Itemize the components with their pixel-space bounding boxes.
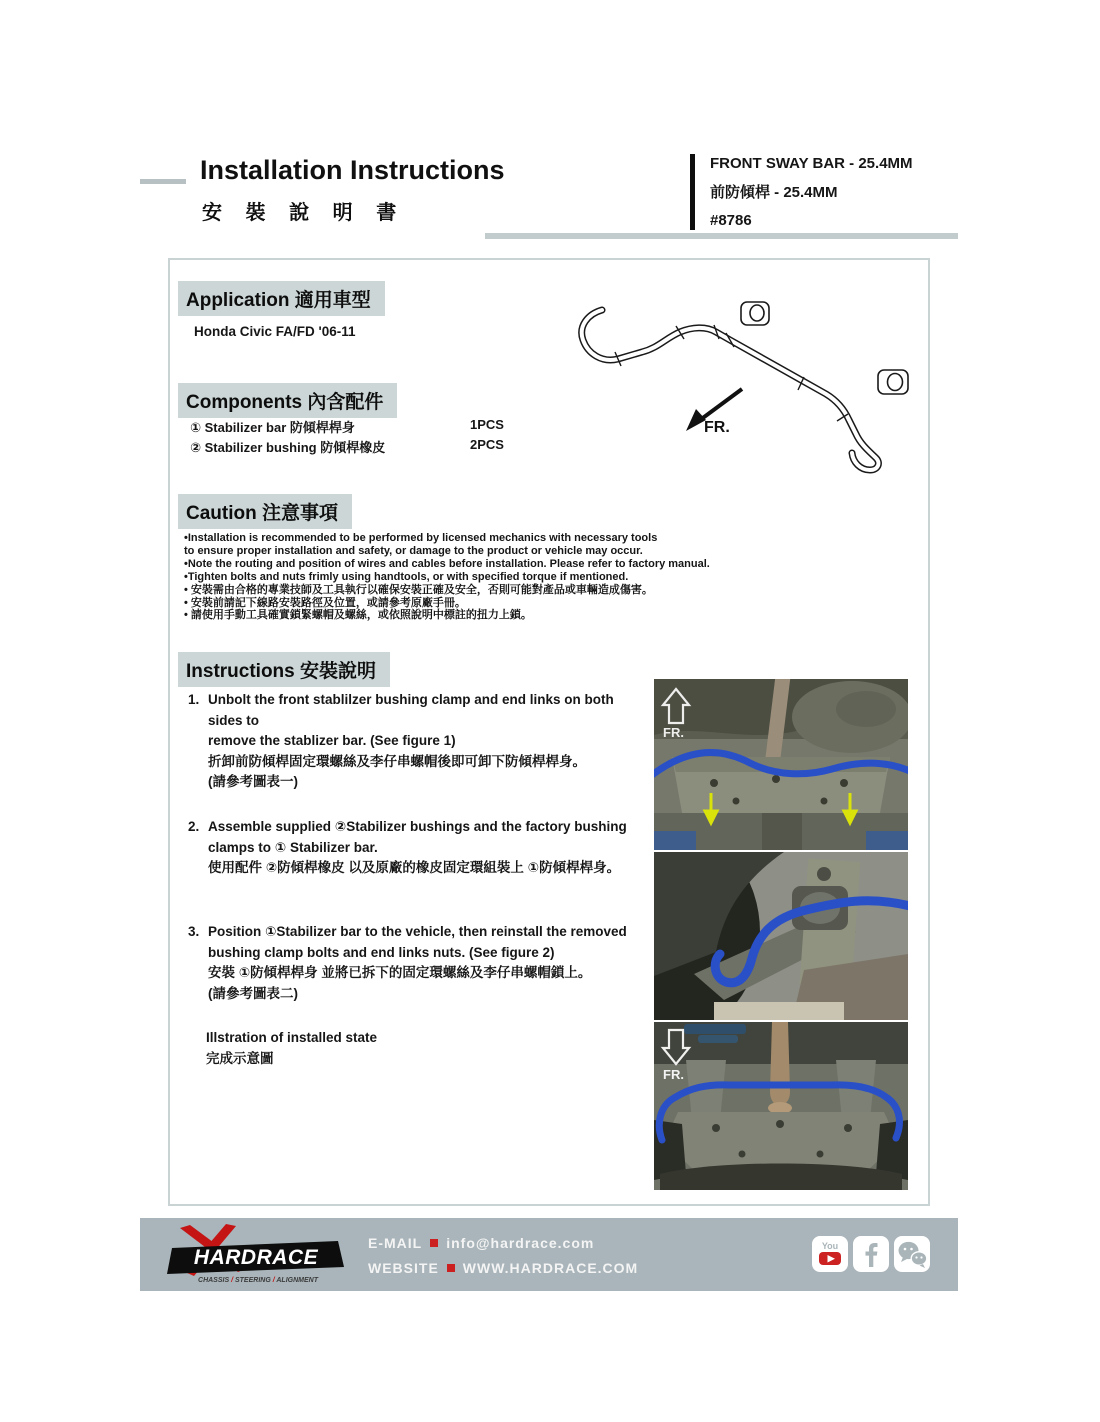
red-square-icon <box>430 1239 438 1247</box>
step-number: 1. <box>188 692 200 707</box>
component-qty: 1PCS <box>470 417 504 432</box>
component-number: ② <box>190 440 202 455</box>
section-heading-components: Components 內含配件 <box>178 383 397 418</box>
figure-2-photo <box>654 852 908 1020</box>
step-text-zh: 使用配件 ②防傾桿橡皮 以及原廠的橡皮固定環組裝上 ①防傾桿桿身。 <box>208 860 621 875</box>
tagline-alignment: ALIGNMENT <box>276 1277 318 1284</box>
fr-direction-arrow <box>686 389 742 436</box>
fr-label: FR. <box>663 725 684 740</box>
installed-state-note <box>206 1027 377 1069</box>
bushing-illustration <box>741 302 908 394</box>
instruction-step-1 <box>188 690 648 793</box>
application-vehicle: Honda Civic FA/FD '06-11 <box>194 324 356 339</box>
page-title: Installation Instructions <box>200 155 505 185</box>
step-text-en: bushing clamp bolts and end links nuts. (See figure 2) <box>208 944 555 960</box>
instruction-step-2 <box>188 817 648 879</box>
email-value[interactable]: info@hardrace.com <box>446 1234 595 1251</box>
website-value[interactable]: WWW.HARDRACE.COM <box>462 1259 639 1276</box>
email-label: E-MAIL <box>368 1234 423 1251</box>
step-text-en: clamps to ① Stabilizer bar. <box>208 839 378 855</box>
step-text-zh: 折卸前防傾桿固定環螺絲及李仔串螺帽後即可卸下防傾桿桿身。 <box>208 753 586 769</box>
product-part-number: #8786 <box>710 212 752 229</box>
caution-line: to ensure proper installation and safety, or damage to the product or vehicle may occur. <box>184 544 643 557</box>
figure-1-photo <box>654 679 908 850</box>
wechat-icon[interactable] <box>894 1236 930 1272</box>
caution-line: •Note the routing and position of wires and cables before installation. Please refer to factory manual. <box>184 557 710 570</box>
section-heading-instructions: Instructions 安裝說明 <box>178 652 390 687</box>
step-text-en: Position ①Stabilizer bar to the vehicle, then reinstall the removed <box>208 924 627 939</box>
section-heading-caution: Caution 注意事項 <box>178 494 352 529</box>
component-qty: 2PCS <box>470 437 504 452</box>
component-name: Stabilizer bushing 防傾桿橡皮 <box>204 440 386 455</box>
component-number: ① <box>190 420 202 435</box>
component-row <box>190 437 504 456</box>
fr-label: FR. <box>663 1067 684 1082</box>
step-text-zh: 安裝 ①防傾桿桿身 並將已拆下的固定環螺絲及李仔串螺帽鎖上。 <box>208 965 592 980</box>
facebook-icon[interactable] <box>853 1236 889 1272</box>
sway-bar-diagram <box>558 282 910 477</box>
website-label: WEBSITE <box>368 1259 439 1276</box>
installed-state-note-en: Illstration of installed state <box>206 1030 378 1045</box>
header-dash <box>140 179 186 184</box>
youtube-you-text: You <box>821 1241 839 1251</box>
step-text-en: Assemble supplied ②Stabilizer bushings and the factory bushing <box>208 819 627 834</box>
figure-3-photo <box>654 1022 908 1190</box>
brand-wordmark: HARDRACE <box>193 1246 319 1269</box>
component-row <box>190 417 504 436</box>
tagline-chassis: CHASSIS <box>198 1277 230 1284</box>
step-text-en: remove the stablizer bar. (See figure 1) <box>208 733 456 748</box>
step-number: 3. <box>188 924 200 939</box>
step-text-zh: (請參考圖表一) <box>208 774 298 789</box>
caution-list <box>184 532 710 622</box>
product-name-en: FRONT SWAY BAR - 25.4MM <box>710 155 913 172</box>
social-icons <box>812 1236 930 1272</box>
tagline-steering: STEERING <box>234 1277 271 1284</box>
product-name-zh: 前防傾桿 - 25.4MM <box>710 183 838 201</box>
fr-label: FR. <box>704 419 730 436</box>
caution-line: • 安裝需由合格的專業技師及工具執行以確保安裝正確及安全，否則可能對產品或車輛造成傷害。 <box>184 583 653 596</box>
instruction-step-3 <box>188 922 648 1004</box>
component-name: Stabilizer bar 防傾桿桿身 <box>204 420 355 435</box>
hardrace-logo <box>164 1224 348 1286</box>
header-rule <box>485 233 958 239</box>
red-square-icon <box>447 1264 455 1272</box>
footer-bar <box>140 1218 958 1291</box>
step-text-en: Unbolt the front stablilzer bushing clamp and end links on both sides to <box>208 692 614 728</box>
product-info-block <box>690 154 913 230</box>
caution-line: • 請使用手動工具確實鎖緊螺帽及螺絲，或依照說明中標註的扭力上鎖。 <box>184 609 532 622</box>
page-title-zh: 安 裝 說 明 書 <box>202 202 406 224</box>
caution-line: • 安裝前請記下線路安裝路徑及位置，或請參考原廠手冊。 <box>184 596 466 609</box>
footer-contact <box>368 1230 638 1280</box>
step-number: 2. <box>188 819 200 834</box>
section-heading-application: Application 適用車型 <box>178 281 385 316</box>
installed-state-note-zh: 完成示意圖 <box>206 1051 274 1066</box>
caution-line: •Tighten bolts and nuts frimly using handtools, or with specified torque if mentioned. <box>184 570 629 583</box>
caution-line: •Installation is recommended to be performed by licensed mechanics with necessary tools <box>184 532 658 544</box>
main-panel <box>168 258 930 1206</box>
svg-text:CHASSIS / STEERI: CHASSIS / STEERING / ALIGNMENT <box>198 1277 318 1284</box>
step-text-zh: (請參考圖表二) <box>208 985 298 1001</box>
youtube-icon[interactable] <box>812 1236 848 1272</box>
